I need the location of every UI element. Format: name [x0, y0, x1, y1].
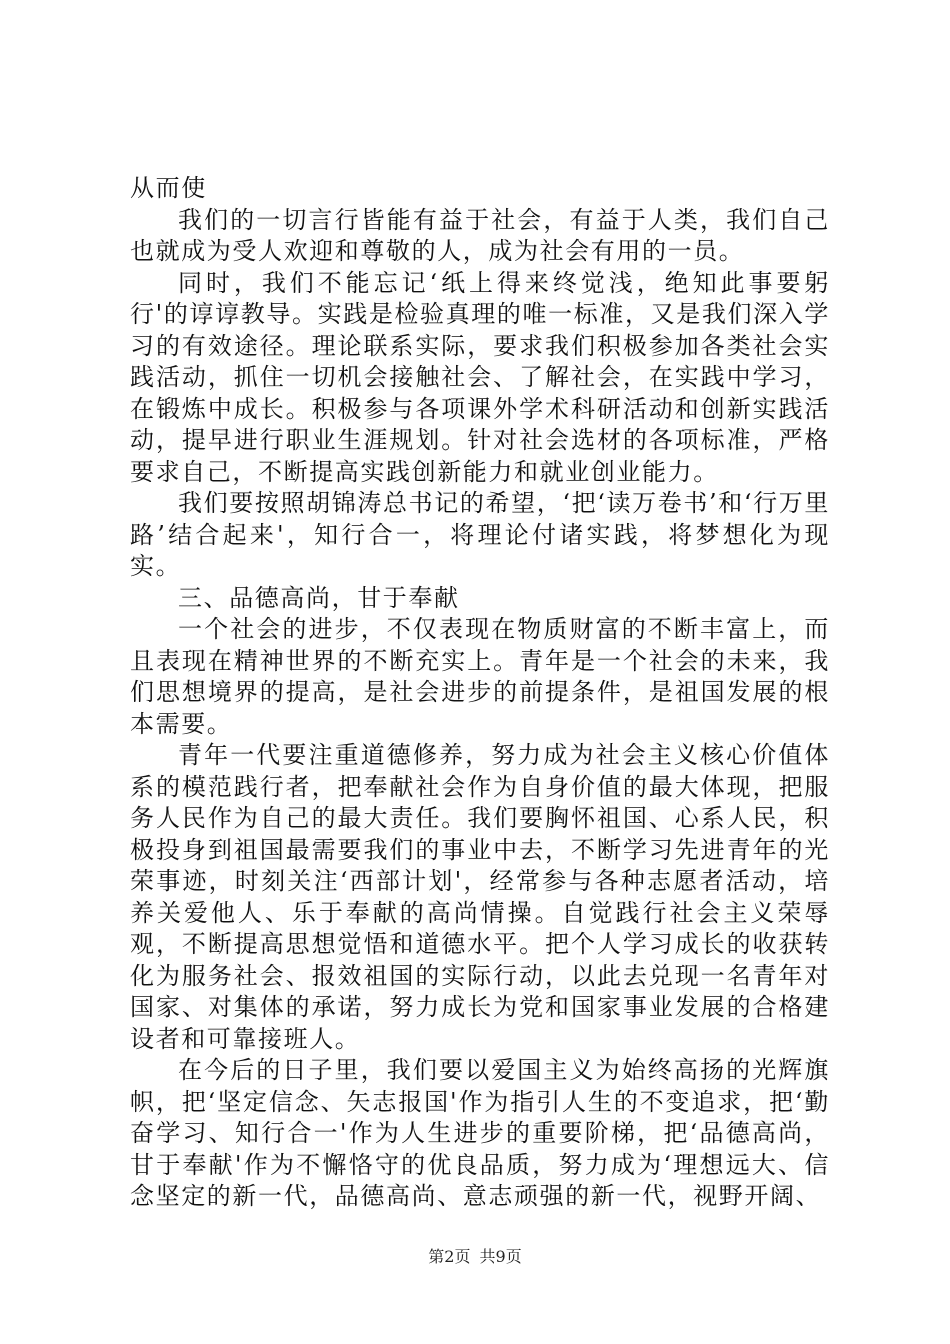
section-heading: 三、品德高尚，甘于奉献 — [178, 583, 460, 612]
paragraph: 在今后的日子里，我们要以爱国主义为始终高扬的光辉旗帜，把‘坚定信念、矢志报国'作为指引人生的不变追求，把‘勤奋学习、知行合一'作为人生进步的重要阶梯，把‘品德高尚，甘于奉献'作为不懈恪守的优良品质，努力成为‘理想远大、信念坚定的新一代，品德高尚、意志顽强的新一代，视野开阔、 — [130, 1056, 830, 1210]
page-footer — [0, 1244, 950, 1267]
paragraph: 同时，我们不能忘记‘纸上得来终觉浅，绝知此事要躬行'的谆谆教导。实践是检验真理的唯一标准，又是我们深入学习的有效途径。理论联系实际，要求我们积极参加各类社会实践活动，抓住一切机会接触社会、了解社会，在实践中学习，在锻炼中成长。积极参与各项课外学术科研活动和创新实践活动，提早进行职业生涯规划。针对社会选材的各项标准，严格要求自己，不断提高实践创新能力和就业创业能力。 — [130, 268, 830, 486]
paragraph: 我们要按照胡锦涛总书记的希望，‘把‘读万卷书’和‘行万里路’结合起来'，知行合一，将理论付诸实践，将梦想化为现实。 — [130, 489, 830, 580]
page-number: 第2页 — [428, 1247, 471, 1266]
paragraph: 青年一代要注重道德修养，努力成为社会主义核心价值体系的模范践行者，把奉献社会作为自身价值的最大体现，把服务人民作为自己的最大责任。我们要胸怀祖国、心系人民，积极投身到祖国最需要我们的事业中去，不断学习先进青年的光荣事迹，时刻关注‘西部计划'，经常参与各种志愿者活动，培养关爱他人、乐于奉献的高尚情操。自觉践行社会主义荣辱观，不断提高思想觉悟和道德水平。把个人学习成长的收获转化为服务社会、报效祖国的实际行动，以此去兑现一名青年对国家、对集体的承诺，努力成长为党和国家事业发展的合格建设者和可靠接班人。 — [130, 741, 830, 1053]
document-body — [130, 173, 830, 1213]
page-total: 共9页 — [479, 1247, 522, 1266]
paragraph-continuation: 从而使 — [130, 174, 207, 202]
paragraph: 一个社会的进步，不仅表现在物质财富的不断丰富上，而且表现在精神世界的不断充实上。青年是一个社会的未来，我们思想境界的提高，是社会进步的前提条件，是祖国发展的根本需要。 — [130, 615, 830, 738]
paragraph: 我们的一切言行皆能有益于社会，有益于人类，我们自己也就成为受人欢迎和尊敬的人，成为社会有用的一员。 — [130, 205, 830, 265]
